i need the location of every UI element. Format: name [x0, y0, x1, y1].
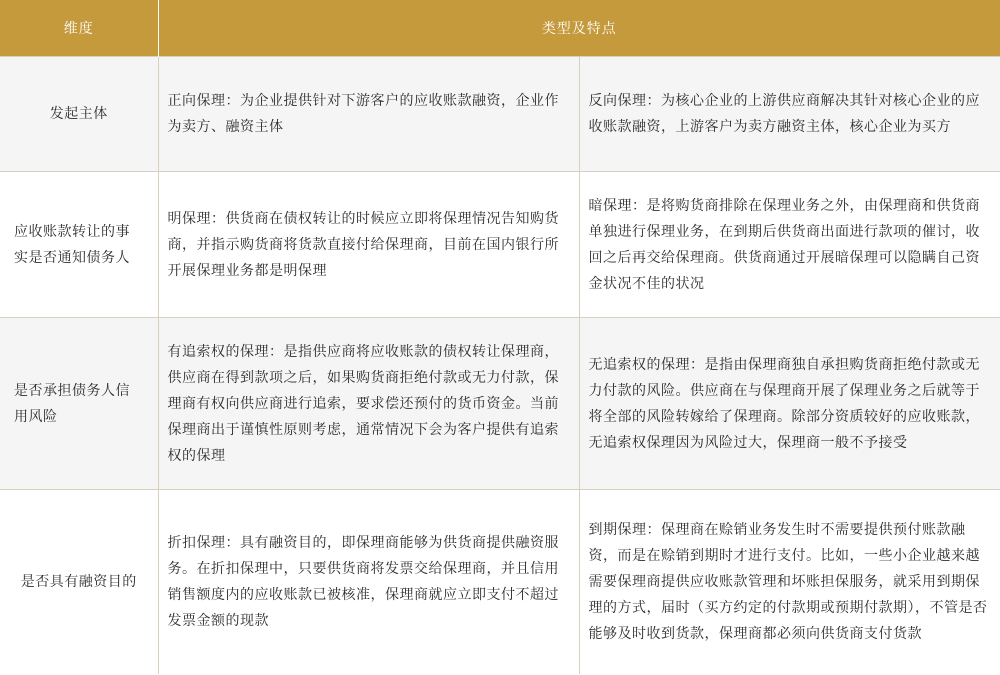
row-right-cell: 到期保理：保理商在赊销业务发生时不需要提供预付账款融资，而是在赊销到期时才进行支付。比如，一些小企业越来越需要保理商提供应收账款管理和坏账担保服务，就采用到期保理的方式，届时（买方约定的付款期或预期付款期），不管是否能够及时收到货款，保理商都必须向供货商支付货款	[579, 490, 1000, 674]
row-left-cell: 折扣保理：具有融资目的，即保理商能够为供货商提供融资服务。在折扣保理中，只要供货商将发票交给保理商，并且信用销售额度内的应收账款已被核准，保理商就应立即支付不超过发票金额的现款	[158, 490, 579, 674]
dimension-text: 是否具有融资目的	[20, 573, 137, 590]
header-row	[0, 0, 1000, 57]
dimension-text: 是否承担债务人信用风险	[14, 382, 130, 425]
row-left-cell: 有追索权的保理：是指供应商将应收账款的债权转让保理商，供应商在得到款项之后，如果购货商拒绝付款或无力付款，保理商有权向供应商进行追索，要求偿还预付的货币资金。当前保理商出于谨慎性原则考虑，通常情况下会为客户提供有追索权的保理	[158, 318, 579, 490]
table-row	[0, 172, 1000, 318]
row-dimension	[0, 318, 158, 490]
row-dimension	[0, 172, 158, 318]
row-left-cell: 明保理：供货商在债权转让的时候应立即将保理情况告知购货商，并指示购货商将货款直接付给保理商，目前在国内银行所开展保理业务都是明保理	[158, 172, 579, 318]
row-right-cell: 反向保理：为核心企业的上游供应商解决其针对核心企业的应收账款融资，上游客户为卖方融资主体，核心企业为买方	[579, 57, 1000, 172]
table-row	[0, 490, 1000, 674]
row-left-cell: 正向保理：为企业提供针对下游客户的应收账款融资，企业作为卖方、融资主体	[158, 57, 579, 172]
header-types: 类型及特点	[158, 0, 1000, 57]
table-row	[0, 57, 1000, 172]
row-right-cell: 暗保理：是将购货商排除在保理业务之外，由保理商和供货商单独进行保理业务，在到期后供货商出面进行款项的催讨，收回之后再交给保理商。供货商通过开展暗保理可以隐瞒自己资金状况不佳的状况	[579, 172, 1000, 318]
header-dimension: 维度	[0, 0, 158, 57]
row-right-cell: 无追索权的保理：是指由保理商独自承担购货商拒绝付款或无力付款的风险。供应商在与保理商开展了保理业务之后就等于将全部的风险转嫁给了保理商。除部分资质较好的应收账款，无追索权保理因为风险过大，保理商一般不予接受	[579, 318, 1000, 490]
dimension-text: 应收账款转让的事实是否通知债务人	[14, 223, 130, 266]
table-row	[0, 318, 1000, 490]
row-dimension	[0, 490, 158, 674]
row-dimension	[0, 57, 158, 172]
dimension-text: 发起主体	[49, 106, 108, 122]
